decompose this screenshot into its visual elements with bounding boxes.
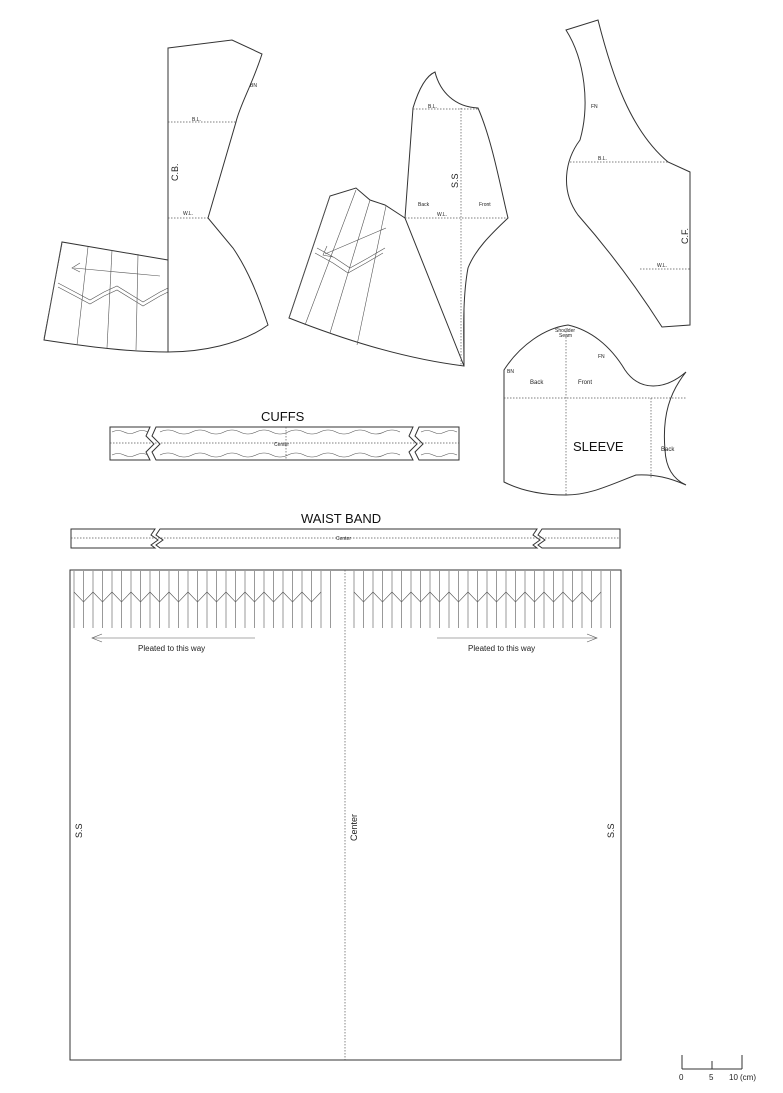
waist-band-piece (71, 511, 620, 548)
cuffs-title: CUFFS (261, 409, 305, 424)
waist-band-title: WAIST BAND (301, 511, 382, 526)
sleeve-front-label: Front (578, 380, 593, 386)
skirt-piece (70, 570, 621, 1060)
cuffs-piece (110, 409, 459, 460)
front-bodice-cf-label: C.F. (680, 227, 690, 244)
pleat-direction-right-label: Pleated to this way (468, 644, 536, 653)
side-bodice-bl-label: B.L. (428, 104, 437, 110)
scale-unit-label: (cm) (740, 1073, 756, 1082)
sleeve-outline (504, 325, 686, 495)
back-bodice-piece (44, 40, 268, 352)
pleat-direction-left-label: Pleated to this way (138, 644, 206, 653)
side-bodice-ss-label: S.S (450, 173, 460, 188)
sleeve-back-left-label: Back (530, 380, 544, 386)
sleeve-piece (504, 325, 686, 495)
front-bodice-fn-label: FN (591, 104, 598, 110)
side-bodice-back-label: Back (418, 202, 430, 208)
back-bodice-cb-label: C.B. (170, 163, 180, 181)
skirt-center-label: Center (349, 813, 359, 841)
back-bodice-bl-label: B.L. (192, 117, 201, 123)
back-bodice-bn-label: BN (250, 83, 257, 89)
front-bodice-outline (566, 20, 690, 327)
sleeve-back-right-label: Back (661, 447, 675, 453)
sleeve-seam-label: Seam (559, 333, 573, 339)
sleeve-shoulder-label: Shoulder (555, 328, 576, 334)
sleeve-title: SLEEVE (573, 439, 624, 454)
skirt-ss-right-label: S.S (606, 823, 616, 838)
back-bodice-wl-label: W.L. (183, 211, 194, 217)
front-bodice-wl-label: W.L. (657, 263, 668, 269)
sleeve-bn-label: BN (507, 369, 514, 375)
sleeve-fn-label: FN (598, 354, 605, 360)
cuffs-center-label: Center (274, 442, 290, 448)
side-bodice-piece (289, 72, 508, 366)
scale-bar (679, 1055, 756, 1082)
back-peplum-outline (44, 242, 168, 352)
scale-label-0: 0 (679, 1073, 684, 1082)
scale-label-10: 10 (729, 1073, 738, 1082)
waist-band-center-label: Center (336, 536, 352, 542)
front-bodice-bl-label: B.L. (598, 156, 607, 162)
front-bodice-piece (566, 20, 690, 327)
scale-label-5: 5 (709, 1073, 714, 1082)
skirt-ss-left-label: S.S (74, 823, 84, 838)
side-bodice-wl-label: W.L. (437, 212, 448, 218)
side-bodice-front-label: Front (479, 202, 491, 208)
